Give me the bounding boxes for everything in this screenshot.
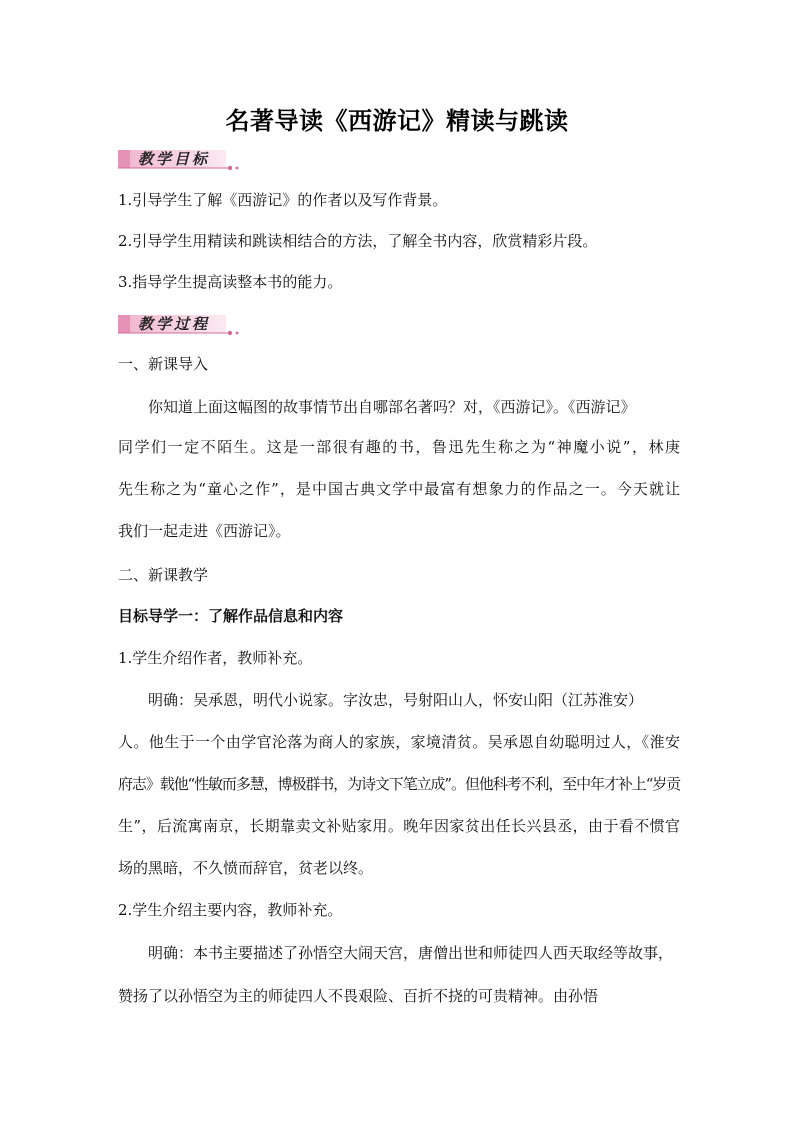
objective-heading: 目标导学一：了解作品信息和内容 — [118, 607, 344, 625]
paragraph-line: 场的黑暗，不久愤而辞官，贫老以终。 — [118, 859, 374, 877]
section-tag-process — [116, 311, 246, 339]
goal-item: 2.引导学生用精读和跳读相结合的方法，了解全书内容，欣赏精彩片段。 — [118, 232, 598, 250]
part-heading: 二、新课教学 — [118, 566, 209, 584]
page-title: 名著导读《西游记》精读与跳读 — [225, 106, 569, 135]
section-tag-label: 教学过程 — [138, 315, 211, 333]
step-heading: 1.学生介绍作者，教师补充。 — [118, 649, 313, 667]
paragraph-line: 明确：本书主要描述了孙悟空大闹天宫，唐僧出世和师徒四人西天取经等故事， — [148, 944, 674, 962]
paragraph-line: 我们一起走进《西游记》。 — [118, 522, 291, 540]
paragraph-line: 明确：吴承恩，明代小说家。字汝忠，号射阳山人，怀安山阳（江苏淮安） — [148, 691, 644, 709]
paragraph-line: 先生称之为“童心之作”，是中国古典文学中最富有想象力的作品之一。今天就让 — [118, 480, 680, 498]
goal-item: 1.引导学生了解《西游记》的作者以及写作背景。 — [118, 191, 448, 209]
step-heading: 2.学生介绍主要内容，教师补充。 — [118, 901, 343, 919]
paragraph-line: 人。他生于一个由学官沦落为商人的家族，家境清贫。吴承恩自幼聪明过人，《淮安 — [118, 733, 680, 751]
goal-item: 3.指导学生提高读整本书的能力。 — [118, 273, 343, 291]
section-tag-goals — [116, 146, 246, 174]
paragraph-line: 你知道上面这幅图的故事情节出自哪部名著吗？对，《西游记》。《西游记》 — [148, 398, 636, 416]
section-tag-label: 教学目标 — [138, 150, 211, 168]
paragraph-line: 府志》载他“性敏而多慧，博极群书，为诗文下笔立成”。但他科考不利，至中年才补上“岁贡 — [118, 775, 680, 793]
paragraph-line: 同学们一定不陌生。这是一部很有趣的书，鲁迅先生称之为“神魔小说”，林庚 — [118, 438, 680, 456]
part-heading: 一、新课导入 — [118, 355, 209, 373]
paragraph-line: 生”，后流寓南京，长期靠卖文补贴家用。晚年因家贫出任长兴县丞，由于看不惯官 — [118, 817, 680, 835]
paragraph-line: 赞扬了以孙悟空为主的师徒四人不畏艰险、百折不挠的可贵精神。由孙悟 — [118, 987, 599, 1005]
